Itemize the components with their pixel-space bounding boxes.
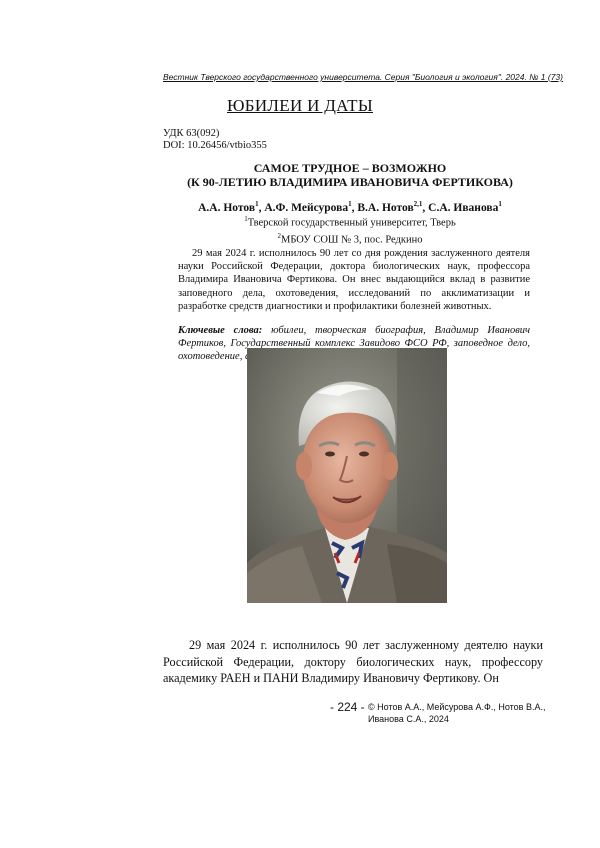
portrait-photo (247, 348, 447, 603)
copyright (368, 701, 548, 725)
author-list (150, 200, 550, 214)
article-meta (163, 128, 267, 152)
author-name: В.А. Нотов (357, 202, 413, 214)
affiliation-mark: 1 (244, 215, 248, 223)
copyright-line: Иванова С.А., 2024 (368, 713, 548, 725)
doi: DOI: 10.26456/vtbio355 (163, 140, 267, 152)
affiliation (150, 230, 550, 247)
title-line-1: САМОЕ ТРУДНОЕ – ВОЗМОЖНО (150, 161, 550, 175)
keywords-text: юбилеи, творческая биография, Владимир Иванович Фертиков, Государственный комплекс Завидово ФСО РФ, заповедное дело, охотоведение, (178, 325, 530, 362)
author-affil-mark: 1 (498, 200, 502, 208)
section-title: ЮБИЛЕИ И ДАТЫ (0, 96, 600, 116)
abstract: 29 мая 2024 г. исполнилось 90 лет со дня рождения заслуженного деятеля науки Российской Федерации, доктора биологических наук, профессора Владимира Ивановича Фертикова. Он внес выдающийся вклад в развитие заповедного дела, охотоведения, исследований по акклиматизации и разработке средств диагностики и профилактики болезней животных. (178, 247, 530, 313)
udk-code: УДК 63(092) (163, 128, 267, 140)
author-separator: , (422, 202, 428, 214)
copyright-line: © Нотов А.А., Мейсурова А.Ф., Нотов В.А., (368, 701, 548, 713)
author-name: С.А. Иванова (428, 202, 498, 214)
affiliations (150, 213, 550, 246)
title-line-2: (К 90-ЛЕТИЮ ВЛАДИМИРА ИВАНОВИЧА ФЕРТИКОВА) (150, 175, 550, 189)
portrait-illustration (247, 348, 447, 603)
author-name: А.Ф. Мейсурова (264, 202, 348, 214)
journal-header: Вестник Тверского государственного университета. Серия "Биология и экология". 2024. № 1 (73) (163, 72, 543, 82)
affiliation-text: МБОУ СОШ № 3, пос. Редкино (281, 234, 423, 245)
keywords-label: Ключевые слова: (178, 325, 262, 336)
article-title (150, 161, 550, 189)
body-paragraph: 29 мая 2024 г. исполнилось 90 лет заслуженному деятелю науки Российской Федерации, доктору биологических наук, профессору академику РАЕН и ПАНИ Владимиру Ивановичу Фертикову. Он (163, 637, 543, 687)
affiliation-mark: 2 (278, 232, 282, 240)
author-separator: , (352, 202, 358, 214)
page-number: - 224 - (330, 700, 365, 714)
author-affil-mark: 1 (348, 200, 352, 208)
author-affil-mark: 1 (255, 200, 259, 208)
author-name: А.А. Нотов (198, 202, 255, 214)
affiliation (150, 213, 550, 230)
affiliation-text: Тверской государственный университет, Тверь (248, 218, 456, 229)
author-separator: , (259, 202, 265, 214)
author-affil-mark: 2,1 (414, 200, 423, 208)
